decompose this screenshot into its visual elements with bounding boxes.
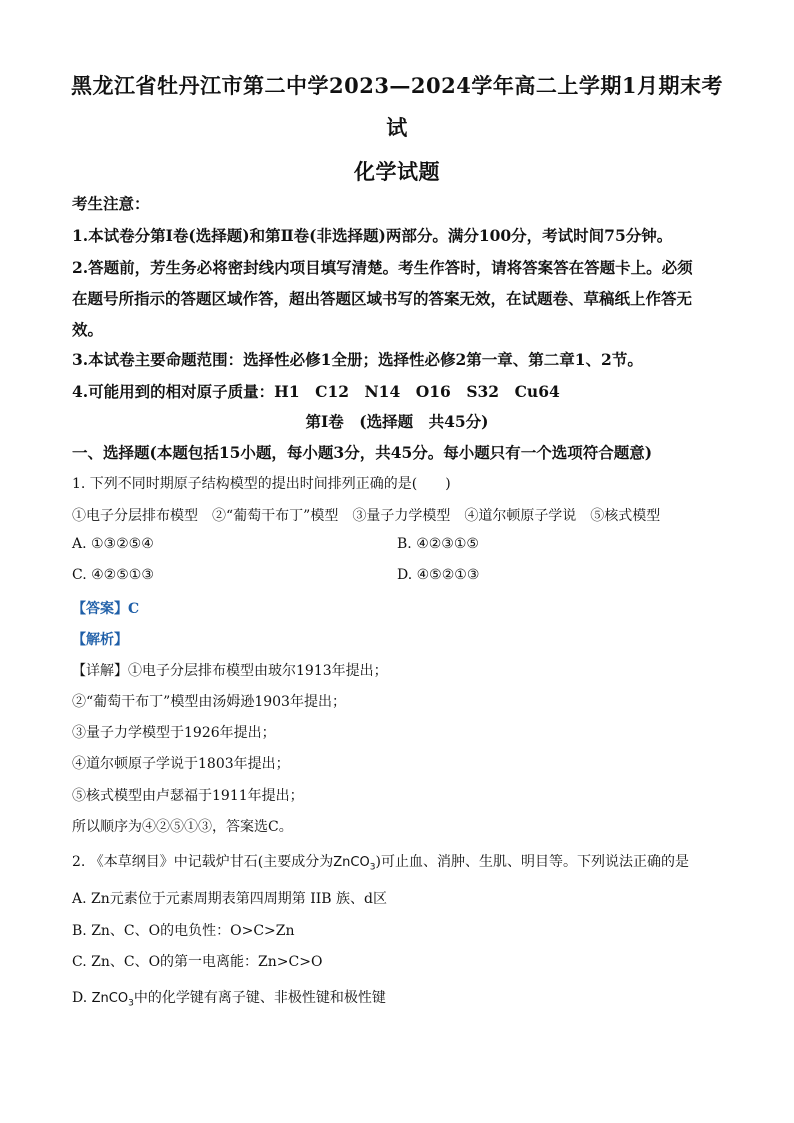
q2-formula-base: ZnCO <box>333 855 370 870</box>
section-title: 第Ⅰ卷 (选择题 共45分) <box>305 412 489 431</box>
q2-option-c: C. Zn、C、O的第一电离能：Zn>C>O <box>72 954 323 970</box>
exam-subtitle: 化学试题 <box>354 159 440 184</box>
q1-option-b: B. ④②③①⑤ <box>397 536 479 552</box>
q1-analysis-4: ④道尔顿原子学说于1803年提出； <box>72 756 290 772</box>
q2-option-d <box>72 987 386 1009</box>
notice-item-1: 1.本试卷分第Ⅰ卷(选择题)和第Ⅱ卷(非选择题)两部分。满分100分，考试时间75分钟。 <box>72 226 673 245</box>
q2-stem-part2: )可止血、消肿、生肌、明目等。下列说法正确的是 <box>375 854 689 870</box>
q1-option-d: D. ④⑤②①③ <box>397 567 480 583</box>
q2-option-d-formula <box>91 991 134 1009</box>
q1-stem: 1. 下列不同时期原子结构模型的提出时间排列正确的是( ) <box>72 476 451 492</box>
q1-analysis-6: 所以顺序为④②⑤①③，答案选C。 <box>72 819 293 835</box>
q1-analysis-2: ②“葡萄干布丁”模型由汤姆逊1903年提出； <box>72 694 346 710</box>
q2-option-b: B. Zn、C、O的电负性：O>C>Zn <box>72 923 295 939</box>
q1-answer: 【答案】C <box>72 601 140 617</box>
notice-item-2: 2.答题前，芳生务必将密封线内项目填写清楚。考生作答时，请将答案答在答题卡上。必须 <box>72 258 693 277</box>
q2-option-a: A. Zn元素位于元素周期表第四周期第 IIB 族、d区 <box>72 891 387 907</box>
q2-formula-sub: 3 <box>369 862 376 873</box>
q1-items: ①电子分层排布模型 ②“葡萄干布丁”模型 ③量子力学模型 ④道尔顿原子学说 ⑤核式模型 <box>72 508 661 524</box>
q1-analysis-3: ③量子力学模型于1926年提出； <box>72 725 276 741</box>
notice-item-3: 3.本试卷主要命题范围：选择性必修1全册；选择性必修2第一章、第二章1、2节。 <box>72 350 643 369</box>
exam-title-line1: 黑龙江省牡丹江市第二中学2023—2024学年高二上学期1月期末考 <box>70 73 723 98</box>
exam-title-line2: 试 <box>386 115 408 140</box>
q2-option-d-formula-base: ZnCO <box>91 991 129 1006</box>
q2-option-d-prefix: D. <box>72 990 92 1006</box>
notice-item-2-end: 效。 <box>72 320 104 339</box>
q1-analysis-5: ⑤核式模型由卢瑟福于1911年提出； <box>72 788 304 804</box>
q1-option-a: A. ①③②⑤④ <box>72 536 154 552</box>
q1-option-c: C. ④②⑤①③ <box>72 567 154 583</box>
q2-stem-part1: 2. 《本草纲目》中记载炉甘石(主要成分为 <box>72 854 334 870</box>
q2-option-d-suffix: 中的化学键有离子键、非极性键和极性键 <box>133 990 386 1006</box>
q1-analysis-label: 【解析】 <box>72 632 128 648</box>
notice-item-2-cont: 在题号所指示的答题区域作答，超出答题区域书写的答案无效，在试题卷、草稿纸上作答无 <box>72 289 693 308</box>
section-instruction: 一、选择题(本题包括15小题，每小题3分，共45分。每小题只有一个选项符合题意) <box>72 443 653 462</box>
q2-option-d-formula-sub: 3 <box>128 998 134 1009</box>
q2-formula <box>333 855 376 873</box>
notice-item-4: 4.可能用到的相对原子质量：H1 C12 N14 O16 S32 Cu64 <box>72 382 560 401</box>
notice-heading: 考生注意： <box>72 194 150 213</box>
q1-analysis-1: 【详解】①电子分层排布模型由玻尔1913年提出； <box>72 663 388 679</box>
q2-stem <box>72 851 689 873</box>
